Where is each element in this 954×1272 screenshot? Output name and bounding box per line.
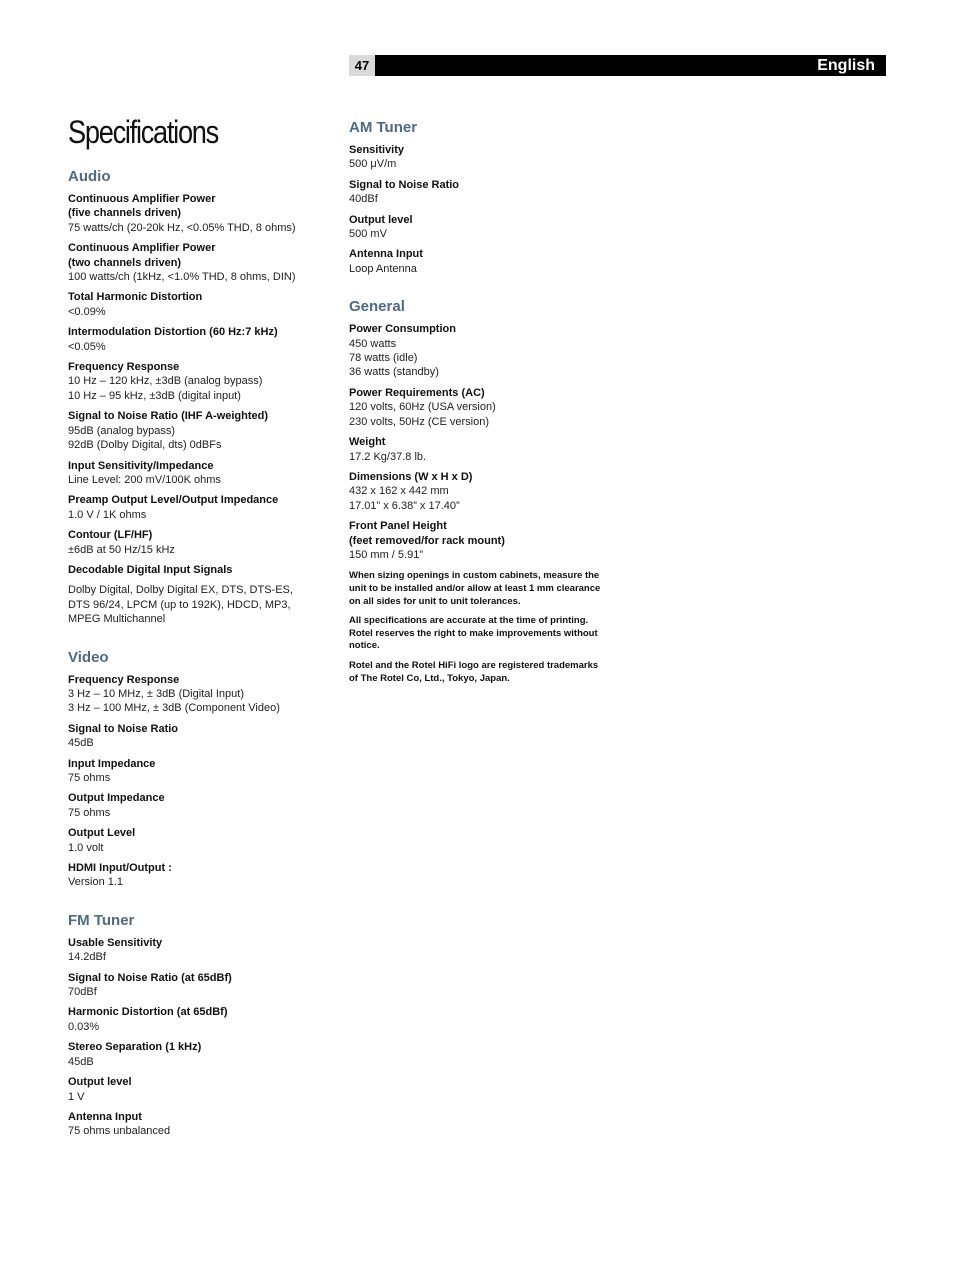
- spec-item: [68, 325, 328, 354]
- spec-value: Line Level: 200 mV/100K ohms: [68, 473, 221, 486]
- language-label: English: [817, 57, 875, 74]
- spec-item: [68, 861, 328, 890]
- spec-item: [68, 1040, 328, 1069]
- spec-label: Power Consumption: [349, 323, 456, 336]
- spec-value: DTS 96/24, LPCM (up to 192K), HDCD, MP3,: [68, 598, 291, 611]
- spec-label: Continuous Amplifier Power (two channels driven): [68, 242, 216, 269]
- spec-value: 10 Hz – 95 kHz, ±3dB (digital input): [68, 389, 241, 402]
- spec-label: Signal to Noise Ratio (IHF A-weighted): [68, 410, 269, 423]
- spec-value: 450 watts: [349, 337, 397, 350]
- spec-value: MPEG Multichannel: [68, 613, 166, 626]
- spec-item: [68, 459, 328, 488]
- spec-value: <0.05%: [68, 340, 106, 353]
- spec-label: Contour (LF/HF): [68, 529, 153, 542]
- spec-item: [349, 247, 609, 276]
- spec-label: Antenna Input: [349, 248, 423, 261]
- spec-value: 100 watts/ch (1kHz, <1.0% THD, 8 ohms, DIN): [68, 271, 296, 284]
- spec-value: 17.2 Kg/37.8 lb.: [349, 450, 427, 463]
- spec-item: [349, 213, 609, 242]
- spec-item: [68, 563, 328, 627]
- fm-tuner-section: [68, 910, 328, 1139]
- spec-value: <0.09%: [68, 305, 106, 318]
- section-heading: FM Tuner: [68, 911, 135, 929]
- section-heading: General: [349, 298, 405, 316]
- spec-label: Input Sensitivity/Impedance: [68, 459, 214, 472]
- spec-label: Power Requirements (AC): [349, 386, 485, 399]
- section-heading: AM Tuner: [349, 119, 418, 136]
- spec-list: [349, 322, 609, 562]
- spec-label: Continuous Amplifier Power (five channels driven): [68, 193, 216, 220]
- spec-label: Front Panel Height (feet removed/for rack mount): [349, 520, 505, 547]
- spec-label: Output level: [349, 213, 413, 226]
- audio-section: [68, 166, 328, 627]
- left-column: [68, 166, 328, 1159]
- spec-item: [68, 290, 328, 319]
- spec-list: [68, 936, 328, 1139]
- spec-item: [349, 143, 609, 172]
- spec-item: [68, 1075, 328, 1104]
- spec-item: [68, 722, 328, 751]
- spec-item: [68, 971, 328, 1000]
- page-title: Specifications: [68, 114, 218, 150]
- spec-value: 10 Hz – 120 kHz, ±3dB (analog bypass): [68, 375, 263, 388]
- spec-value: 1.0 V / 1K ohms: [68, 508, 147, 521]
- spec-value: 1 V: [68, 1090, 85, 1103]
- note-accuracy: All specifications are accurate at the time of printing. Rotel reserves the right to make improvements without notice.: [349, 615, 598, 652]
- spec-value: 0.03%: [68, 1020, 100, 1033]
- spec-value: 3 Hz – 10 MHz, ± 3dB (Digital Input): [68, 687, 244, 700]
- spec-item: [349, 519, 609, 562]
- spec-label: Antenna Input: [68, 1110, 142, 1123]
- spec-label: Signal to Noise Ratio: [349, 178, 460, 191]
- video-section: [68, 647, 328, 890]
- spec-value: 150 mm / 5.91”: [349, 548, 423, 561]
- spec-label: Harmonic Distortion (at 65dBf): [68, 1006, 228, 1019]
- spec-item: [349, 386, 609, 429]
- spec-value: Dolby Digital, Dolby Digital EX, DTS, DTS-ES,: [68, 584, 293, 597]
- spec-item: [68, 409, 328, 452]
- spec-value: Loop Antenna: [349, 262, 417, 275]
- spec-item: [68, 1005, 328, 1034]
- spec-label: Frequency Response: [68, 673, 180, 686]
- spec-value: 75 ohms unbalanced: [68, 1125, 171, 1138]
- spec-item: [68, 1110, 328, 1139]
- am-tuner-section: [349, 117, 609, 276]
- spec-value: 70dBf: [68, 986, 97, 999]
- spec-label: Dimensions (W x H x D): [349, 470, 473, 483]
- spec-list: [349, 143, 609, 276]
- spec-label: Preamp Output Level/Output Impedance: [68, 494, 279, 507]
- spec-value: 230 volts, 50Hz (CE version): [349, 415, 489, 428]
- spec-value: 95dB (analog bypass): [68, 424, 176, 437]
- spec-value: 92dB (Dolby Digital, dts) 0dBFs: [68, 439, 222, 452]
- spec-item: [68, 791, 328, 820]
- spec-value: 75 ohms: [68, 772, 111, 784]
- header-bar: [349, 55, 886, 76]
- spec-item: [349, 322, 609, 380]
- spec-label: Stereo Separation (1 kHz): [68, 1041, 202, 1054]
- spec-label: Output Impedance: [68, 792, 165, 805]
- spec-label: Signal to Noise Ratio: [68, 722, 179, 735]
- spec-item: [68, 192, 328, 235]
- spec-value: 45dB: [68, 1055, 94, 1068]
- spec-value: 500 μV/m: [349, 158, 397, 171]
- section-heading: Video: [68, 648, 109, 666]
- spec-item: [68, 528, 328, 557]
- spec-item: [68, 493, 328, 522]
- section-heading: Audio: [68, 168, 111, 185]
- spec-value: 78 watts (idle): [349, 352, 418, 365]
- spec-value: 120 volts, 60Hz (USA version): [349, 401, 496, 414]
- spec-label: Usable Sensitivity: [68, 936, 163, 949]
- spec-label: Weight: [349, 436, 386, 449]
- spec-item: [68, 757, 328, 786]
- spec-label: Decodable Digital Input Signals: [68, 563, 233, 576]
- spec-label: Output level: [68, 1076, 132, 1089]
- spec-list: [68, 192, 328, 627]
- general-section: [349, 296, 609, 685]
- spec-item: [349, 470, 609, 513]
- spec-value: 40dBf: [349, 193, 378, 206]
- note-trademark: Rotel and the Rotel HiFi logo are registered trademarks of The Rotel Co, Ltd., Tokyo, Japan.: [349, 659, 599, 684]
- spec-value: 75 watts/ch (20-20k Hz, <0.05% THD, 8 ohms): [68, 221, 296, 234]
- spec-item: [68, 360, 328, 403]
- spec-value: 14.2dBf: [68, 951, 106, 964]
- spec-value: 1.0 volt: [68, 841, 104, 854]
- spec-label: Input Impedance: [68, 757, 156, 770]
- spec-item: [68, 826, 328, 855]
- spec-label: Signal to Noise Ratio (at 65dBf): [68, 971, 232, 984]
- right-column: [349, 117, 609, 705]
- spec-value: 432 x 162 x 442 mm: [349, 485, 449, 498]
- spec-item: [68, 673, 328, 716]
- spec-item: [349, 178, 609, 207]
- spec-value: 36 watts (standby): [349, 366, 439, 379]
- spec-item: [68, 936, 328, 965]
- spec-value: 3 Hz – 100 MHz, ± 3dB (Component Video): [68, 702, 280, 715]
- spec-value: Version 1.1: [68, 876, 124, 889]
- spec-label: Intermodulation Distortion (60 Hz:7 kHz): [68, 326, 278, 339]
- spec-label: HDMI Input/Output :: [68, 862, 172, 875]
- spec-value: 75 ohms: [68, 806, 111, 819]
- spec-value: 45dB: [68, 737, 94, 750]
- spec-item: [68, 241, 328, 284]
- spec-list: [68, 673, 328, 890]
- notes: [349, 570, 607, 685]
- spec-value: ±6dB at 50 Hz/15 kHz: [68, 543, 175, 556]
- spec-value: 17.01” x 6.38” x 17.40”: [349, 499, 460, 512]
- spec-label: Sensitivity: [349, 144, 405, 156]
- spec-label: Total Harmonic Distortion: [68, 291, 203, 304]
- spec-item: [349, 435, 609, 464]
- note-clearance: When sizing openings in custom cabinets, measure the unit to be installed and/or allow at least 1 mm clearance on all sides for unit to unit tolerances.: [349, 570, 601, 607]
- spec-label: Frequency Response: [68, 361, 180, 374]
- page-number: 47: [349, 55, 375, 76]
- spec-label: Output Level: [68, 827, 136, 840]
- spec-value: 500 mV: [349, 228, 387, 241]
